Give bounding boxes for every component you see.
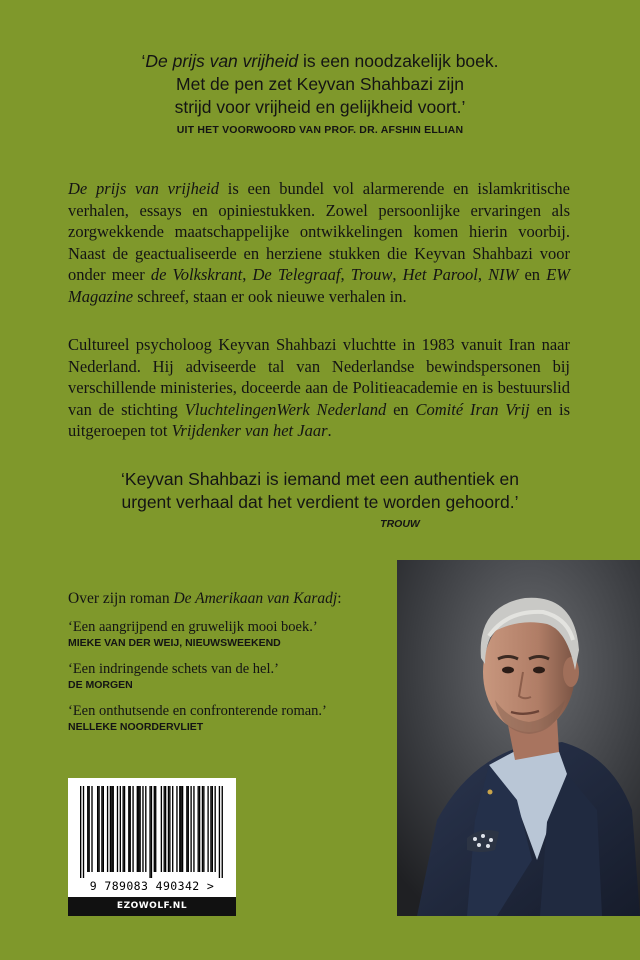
bio-text: en is uitgeroepen tot <box>68 399 571 441</box>
barcode <box>68 778 236 916</box>
award-title: Vrijdenker van het Jaar <box>171 421 328 441</box>
review-item <box>68 702 388 733</box>
publication: Trouw <box>350 265 393 285</box>
publication: de Volkskrant <box>150 265 243 285</box>
review-item <box>68 618 388 649</box>
press-quote-text: ‘Keyvan Shahbazi is iemand met een authentiek en urgent verhaal dat het verdient te worden gehoord.’ <box>121 469 519 512</box>
novel-title: De Amerikaan van Karadj <box>173 590 338 607</box>
isbn-number: 9 789083 490342 > <box>89 879 215 893</box>
description-text-end: schreef, staan er ook nieuwe verhalen in. <box>133 286 407 306</box>
review-author: DE MORGEN <box>68 679 133 691</box>
top-quote-text: ‘De prijs van vrijheid is een noodzakelijk boek. Met de pen zet Keyvan Shahbazi zijn strijd voor vrijheid en gelijkheid voort.’ <box>141 51 499 117</box>
publication: Het Parool <box>402 265 478 285</box>
press-quote <box>60 468 580 530</box>
publisher-website: EZOWOLF.NL <box>68 897 236 916</box>
author-bio-paragraph: Cultureel psycholoog Keyvan Shahbazi vluchtte in 1983 vanuit Iran naar Nederland. Hij adviseerde tal van Nederlandse bewindspersonen bij verschillende ministeries, doceerde aan de Politieacademie en is bestuurslid van de stichting VluchtelingenWerk Nederland en Comité Iran Vrij en is uitgeroepen tot Vrijdenker van het Jaar. <box>68 335 571 441</box>
review-author: NELLEKE NOORDERVLIET <box>68 721 204 733</box>
book-title: De prijs van vrijheid <box>68 179 219 198</box>
publication: De Telegraaf <box>252 265 341 285</box>
reviews-intro: Over zijn roman De Amerikaan van Karadj: <box>68 590 342 607</box>
novel-reviews <box>68 590 388 744</box>
review-item <box>68 660 388 691</box>
top-quote-source: UIT HET VOORWOORD VAN PROF. DR. AFSHIN ELLIAN <box>176 124 464 136</box>
bio-text: Cultureel psycholoog Keyvan Shahbazi vluchtte in 1983 vanuit Iran naar Nederland. Hij adviseerde tal van Nederlandse bewindspersonen bij verschillende ministeries, doceerde aan de Politieacademie en is bestuurslid van de stichting <box>68 335 570 419</box>
organization: VluchtelingenWerk Nederland <box>184 399 387 419</box>
top-quote-line1: is een noodzakelijk boek. <box>298 51 499 71</box>
review-text: ‘Een indringende schets van de hel.’ <box>68 661 279 677</box>
top-quote <box>60 50 580 136</box>
barcode-bars <box>80 786 223 878</box>
description-text: is een bundel vol alarmerende en islamkritische verhalen, essays en opiniestukken. Zowel persoonlijke ervaringen als zorgwekkende maatschappelijke ontwikkelingen komen hierin voorbij. Naast de geactualiseerde en herziene stukken die Keyvan Shahbazi voor onder meer <box>68 179 570 285</box>
review-text: ‘Een aangrijpend en gruwelijk mooi boek.’ <box>68 619 318 635</box>
top-quote-title: De prijs van vrijheid <box>145 51 299 71</box>
review-text: ‘Een onthutsende en confronterende roman.’ <box>68 703 327 719</box>
description-paragraph: De prijs van vrijheid is een bundel vol alarmerende en islamkritische verhalen, essays en opiniestukken. Zowel persoonlijke ervaringen als zorgwekkende maatschappelijke ontwikkelingen komen hierin voorbij. Naast de geactualiseerde en herziene stukken die Keyvan Shahbazi voor onder meer de Volkskrant, De Telegraaf, Trouw, Het Parool, NIW en EW Magazine schreef, staan er ook nieuwe verhalen in. <box>68 179 571 306</box>
publication: EW Magazine <box>68 265 571 306</box>
publication: NIW <box>488 265 519 285</box>
top-quote-line3: strijd voor vrijheid en gelijkheid voort. <box>174 97 462 117</box>
press-quote-source: TROUW <box>380 518 420 530</box>
review-author: MIEKE VAN DER WEIJ, NIEUWSWEEKEND <box>68 637 281 649</box>
author-photo <box>397 560 640 916</box>
top-quote-line2: Met de pen zet Keyvan Shahbazi zijn <box>176 74 464 94</box>
organization: Comité Iran Vrij <box>415 399 530 419</box>
